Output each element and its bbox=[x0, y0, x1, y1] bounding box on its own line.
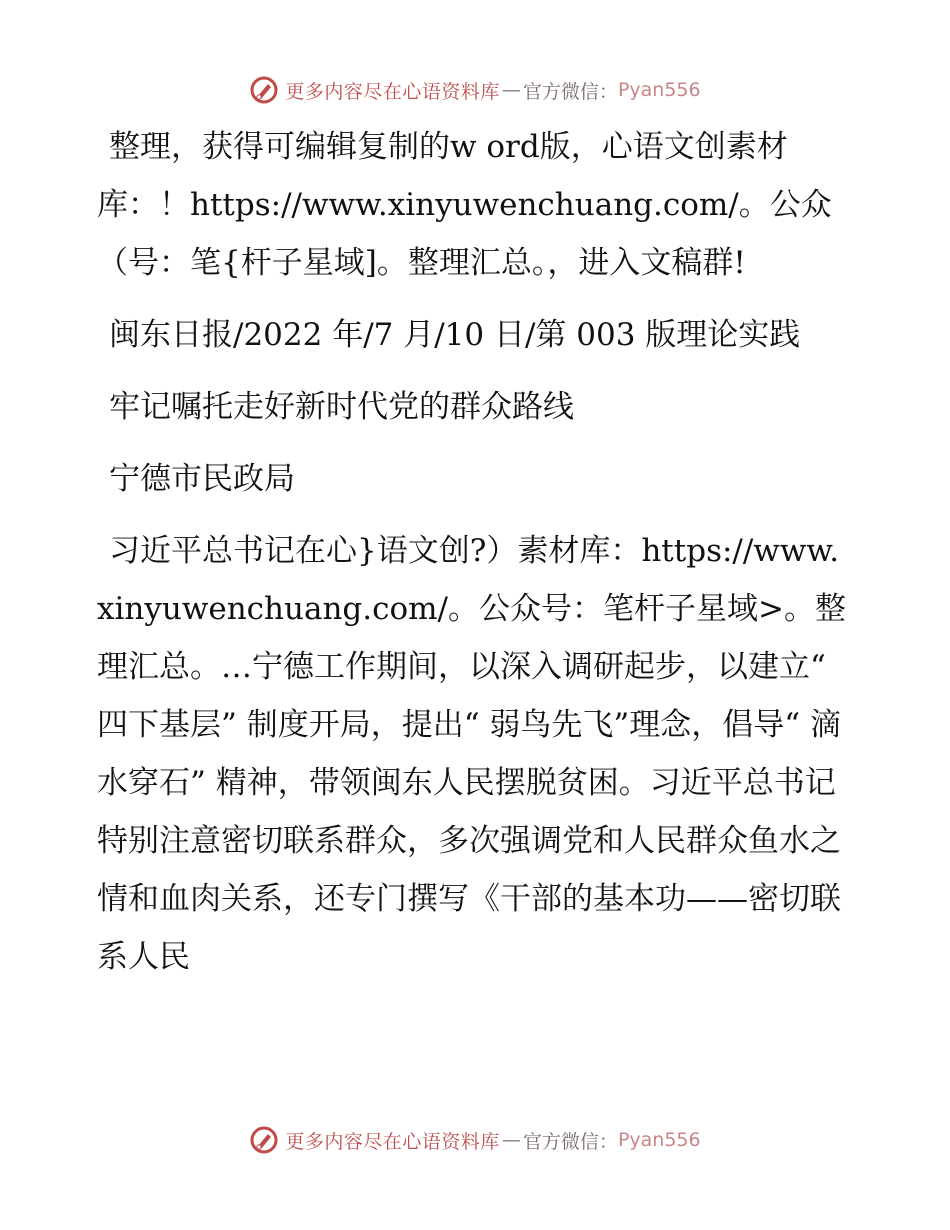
banner-separator: — bbox=[501, 1129, 521, 1151]
banner-separator: — bbox=[501, 79, 521, 101]
wechat-label: 官方微信： bbox=[522, 80, 618, 103]
pen-logo-icon bbox=[249, 75, 279, 105]
footer-watermark-banner bbox=[0, 1120, 950, 1160]
article-author: 宁德市民政局 bbox=[109, 461, 295, 497]
wechat-id: Pyan556 bbox=[617, 79, 701, 101]
paragraph-body: 习近平总书记在心}语文创?）素材库：https://www.xinyuwenchuang.com/。公众号：笔杆子星域>。整理汇总。…宁德工作期间，以深入调研起步，以建立“ 四下基层” 制度开局，提出“ 弱鸟先飞”理念，倡导“ 滴水穿石” 精神，带领闽东人民摆脱贫困。习近平总书记特别注意密切联系群众，多次强调党和人民群众鱼水之情和血肉关系，还专门撰写《干部的基本功——密切联系人民 bbox=[97, 533, 846, 975]
document-body bbox=[97, 118, 849, 1000]
pen-logo-icon bbox=[249, 1125, 279, 1155]
paragraph-source: 闽东日报/2022 年/7 月/10 日/第 003 版理论实践 bbox=[109, 317, 801, 353]
brand-text: 更多内容尽在心语资料库 bbox=[285, 1130, 500, 1153]
wechat-label: 官方微信： bbox=[522, 1130, 618, 1153]
header-watermark-banner bbox=[0, 70, 950, 110]
paragraph-intro: 整理，获得可编辑复制的w ord版，心语文创素材库：！https://www.xinyuwenchuang.com/。公众（号：笔{杆子星域]。整理汇总。，进入文稿群! bbox=[97, 129, 832, 281]
article-title: 牢记嘱托走好新时代党的群众路线 bbox=[109, 389, 574, 425]
brand-text: 更多内容尽在心语资料库 bbox=[285, 80, 500, 103]
wechat-id: Pyan556 bbox=[617, 1129, 701, 1151]
